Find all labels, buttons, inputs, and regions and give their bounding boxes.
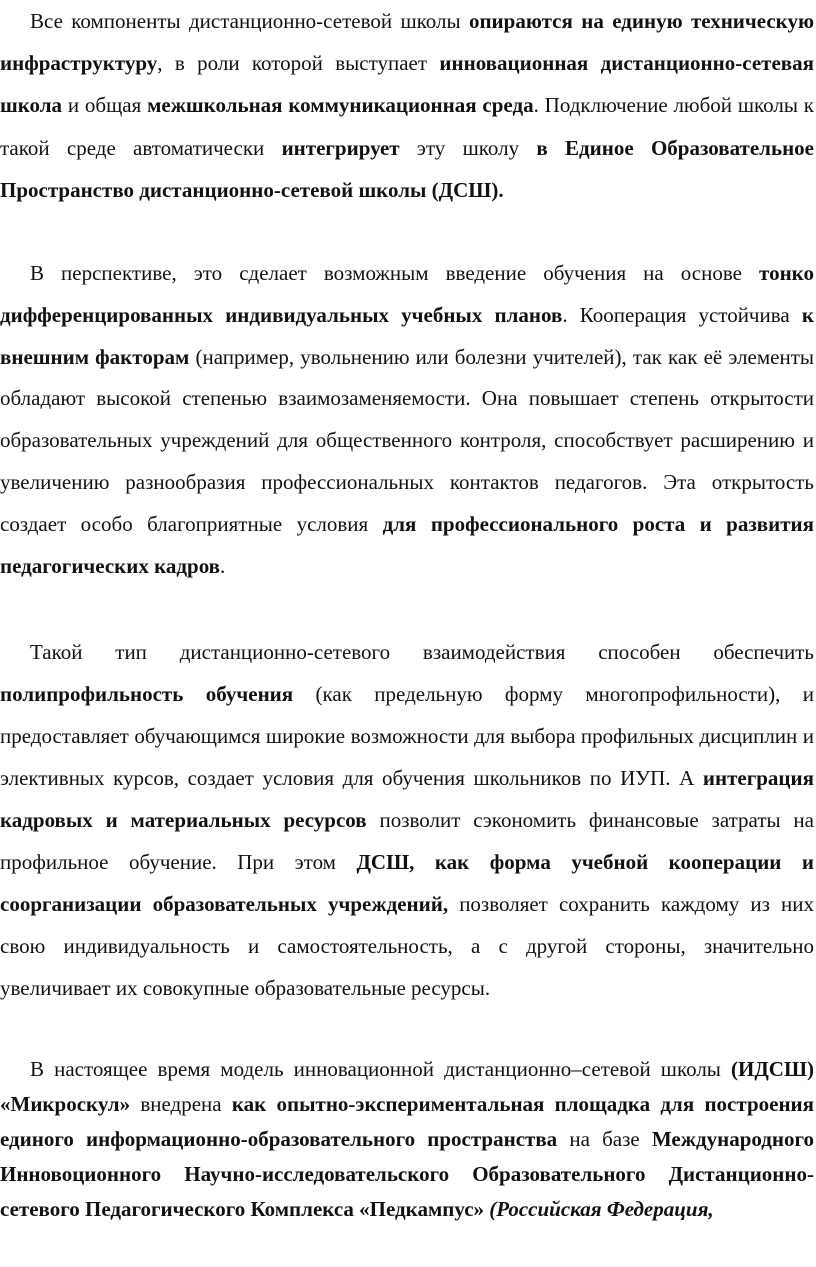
p2-text-4: . [220,553,226,578]
p1-text-2: , в роли которой выступает [157,51,440,76]
p4-bold-2: как опытно-экспериментальная площадка для построения единого информационно-образовательного пространства [0,1092,815,1151]
p2-text-1: В перспективе, это сделает возможным введение обучения на основе [30,261,760,285]
p4-bold-3: Международного Инновоционного Научно-исследовательского Образовательного Дистанционно-сетевого Педагогического Комплекса «Педкампус» [0,1127,814,1221]
paragraph-1 [0,0,814,211]
p1-bold-3: межшкольная коммуникационная среда [147,93,534,118]
paragraph-3 [0,631,814,1009]
p1-text-3: и общая [62,93,148,118]
p4-bold-1: (ИДСШ) «Микроскул» [0,1057,814,1116]
p1-bold-2: инновационная дистанционно-сетевая школа [0,51,814,118]
p1-bold-5: в Единое Образовательное Пространство дистанционно-сетевой школы (ДСШ). [0,135,814,202]
p2-text-3: (например, увольнению или болезни учителей), так как её элементы обладают высокой степенью взаимозаменяемости. Она повышает степень открытости образовательных учреждений для общественного контроля, способствует расширению и увеличению разнообразия профессиональных контактов педагогов. Эта открытость создает особо благоприятные условия [0,344,814,536]
p3-bold-1: полипрофильность обучения [0,682,294,706]
p2-bold-1: тонко дифференцированных индивидуальных учебных планов [0,261,814,327]
paragraph-4 [0,1052,814,1227]
p4-text-1: В настоящее время модель инновационной дистанционно–сетевой школы [30,1057,731,1081]
p3-text-4: позволяет сохранить каждому из них свою индивидуальность и самостоятельность, а с другой стороны, значительно увеличивает их совокупные образовательные ресурсы. [0,892,814,1000]
p2-bold-3: для профессионального роста и развития педагогических кадров [0,511,815,578]
p4-bold-italic-1: (Российская Федерация, [489,1197,714,1221]
paragraph-2 [0,253,814,587]
p1-bold-1: опираются на единую техническую инфраструктуру [0,9,814,76]
p3-bold-2: интеграция кадровых и материальных ресурсов [0,766,814,832]
p1-text-1: Все компоненты дистанционно-сетевой школы [30,9,469,33]
p3-text-3: позволит сэкономить финансовые затраты на профильное обучение. При этом [0,808,814,874]
p1-text-4: . Подключение любой школы к такой среде автоматически [0,93,814,160]
p3-bold-3: ДСШ, как форма учебной кооперации и соорганизации образовательных учреждений, [0,850,814,916]
p1-text-5: эту школу [399,135,537,160]
p2-bold-2: к внешним факторам [0,302,815,369]
p1-bold-4: интегрирует [281,135,400,160]
p3-text-1: Такой тип дистанционно-сетевого взаимодействия способен обеспечить [30,640,814,664]
p4-text-3: на базе [557,1127,652,1151]
p4-text-2: внедрена [130,1092,232,1116]
p3-text-2: (как предельную форму многопрофильности), и предоставляет обучающимся широкие возможности для выбора профильных дисциплин и элективных курсов, создает условия для обучения школьников по ИУП. А [0,682,814,790]
p2-text-2: . Кооперация устойчива [562,302,802,327]
